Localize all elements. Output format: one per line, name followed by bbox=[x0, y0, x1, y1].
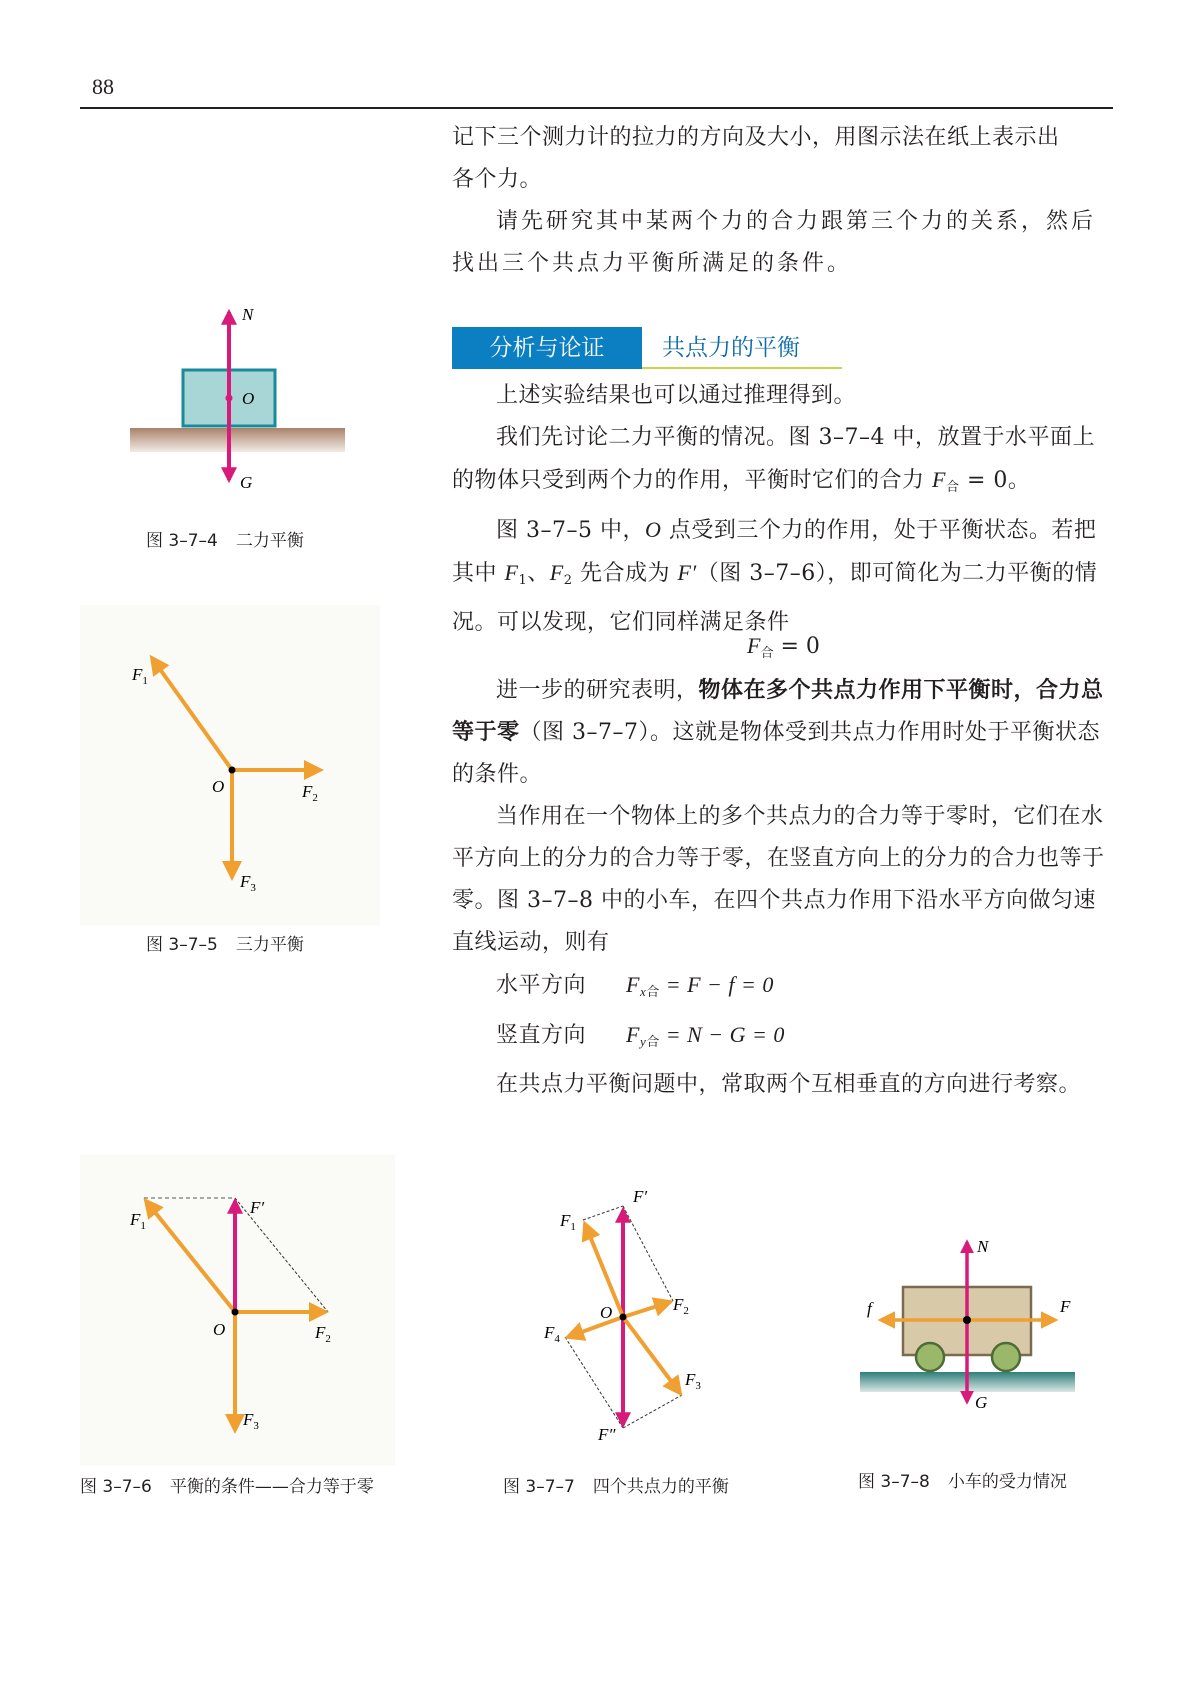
cart-wheel-left bbox=[916, 1343, 944, 1371]
paragraph-2 bbox=[452, 417, 1115, 509]
label-F-prime: F′ bbox=[250, 1198, 265, 1217]
label-F3: $F_3$ bbox=[243, 1410, 259, 1432]
p4-text-b: （图 3–7–7）。这就是物体受到共点力作用时处于平衡状态的条件。 bbox=[452, 720, 1101, 787]
p3-F1: F bbox=[504, 560, 519, 585]
eq-v-sub-y: y bbox=[639, 1034, 647, 1049]
eq-h-sub: 合 bbox=[646, 985, 660, 1000]
label-O: O bbox=[213, 1320, 226, 1339]
eq-v-rest: = N − G = 0 bbox=[659, 1022, 785, 1047]
p3-F1-sub: 1 bbox=[518, 573, 528, 588]
figure-3-7-6-caption bbox=[80, 1472, 374, 1497]
equation-vertical bbox=[452, 1014, 1115, 1064]
dash-Fp-F2 bbox=[623, 1206, 673, 1301]
p4-text-a: 进一步的研究表明， bbox=[496, 678, 699, 703]
label-f: f bbox=[867, 1299, 872, 1318]
figure-3-7-5-caption bbox=[146, 930, 304, 955]
label-N: N bbox=[977, 1237, 989, 1256]
p2-text-b: = 0。 bbox=[959, 468, 1031, 493]
p3-F2: F bbox=[549, 560, 564, 585]
paragraph-4 bbox=[452, 670, 1115, 796]
eq-h-rest: = F − f = 0 bbox=[659, 972, 774, 997]
point-O bbox=[620, 1314, 627, 1321]
force-F2-arrow bbox=[623, 1302, 670, 1317]
label-F3: $F_3$ bbox=[240, 872, 256, 894]
label-F4: $F_4$ bbox=[544, 1323, 560, 1345]
force-F3-arrow bbox=[623, 1317, 680, 1393]
intro-line-2: 各个力。 bbox=[452, 167, 543, 192]
eq-v-label: 竖直方向 bbox=[496, 1023, 587, 1048]
eq-h-F: F bbox=[626, 972, 640, 997]
equation-horizontal bbox=[452, 964, 1115, 1014]
p2-subscript: 合 bbox=[945, 480, 960, 495]
section-tag: 分析与论证 bbox=[452, 327, 642, 369]
figure-3-7-4-diagram bbox=[110, 290, 360, 510]
point-center bbox=[963, 1316, 971, 1324]
paragraph-6: 在共点力平衡问题中，常取两个互相垂直的方向进行考察。 bbox=[496, 1072, 1082, 1097]
label-F2: $F_2$ bbox=[673, 1295, 689, 1317]
figure-3-7-8-diagram bbox=[855, 1230, 1105, 1430]
intro-task: 请先研究其中某两个力的合力跟第三个力的关系，然后找出三个共点力平衡所满足的条件。 bbox=[452, 209, 1097, 276]
eq-v-sub: 合 bbox=[646, 1035, 660, 1050]
label-F-prime: F′ bbox=[633, 1187, 648, 1206]
p4-key-statement: 物体在多个共点力作用下平衡时，合力总等于零 bbox=[452, 678, 1104, 745]
label-F2: $F_2$ bbox=[315, 1323, 331, 1345]
dash-Fpp-F3 bbox=[623, 1395, 682, 1428]
label-F3: $F_3$ bbox=[685, 1370, 701, 1392]
point-O bbox=[229, 767, 236, 774]
caption-title: 二力平衡 bbox=[235, 531, 304, 551]
section-underline bbox=[642, 367, 842, 369]
caption-title: 小车的受力情况 bbox=[947, 1472, 1067, 1492]
label-N: N bbox=[242, 305, 254, 324]
label-F1: $F_1$ bbox=[130, 1210, 146, 1232]
p2-text-a: 我们先讨论二力平衡的情况。图 3–7–4 中，放置于水平面上的物体只受到两个力的作用，平衡时它们的合力 bbox=[452, 425, 1095, 493]
formula-rest: = 0 bbox=[773, 634, 820, 659]
dash-F1-Fp bbox=[583, 1206, 623, 1220]
point-O bbox=[232, 1309, 239, 1316]
caption-number: 图 3–7–4 bbox=[146, 531, 218, 551]
cart-wheel-right bbox=[992, 1343, 1020, 1371]
label-G: G bbox=[975, 1393, 988, 1412]
p3-point-O: O bbox=[644, 517, 662, 542]
label-F: F bbox=[1060, 1297, 1071, 1316]
label-O: O bbox=[242, 389, 255, 408]
ground-surface bbox=[130, 428, 345, 452]
p3-F2-sub: 2 bbox=[563, 573, 573, 588]
body-text bbox=[452, 375, 1115, 644]
point-O bbox=[226, 395, 233, 402]
p2-force-symbol: F bbox=[932, 467, 946, 492]
caption-number: 图 3–7–6 bbox=[80, 1477, 152, 1497]
section-title: 共点力的平衡 bbox=[662, 335, 800, 361]
label-F1: $F_1$ bbox=[560, 1211, 576, 1233]
p3-text-c: 先合成为 bbox=[572, 561, 678, 586]
formula-F: F bbox=[747, 633, 761, 658]
figure-3-7-8-caption bbox=[858, 1467, 1067, 1492]
caption-title: 四个共点力的平衡 bbox=[592, 1477, 729, 1497]
p3-text-a: 图 3–7–5 中， bbox=[496, 518, 645, 543]
p3-text-d: （图 3–7–6），即可简化为二力平衡的情况。可以发现，它们同样满足条件 bbox=[452, 561, 1098, 635]
body-text-2 bbox=[452, 670, 1115, 1106]
header-rule bbox=[80, 107, 1113, 109]
label-O: O bbox=[600, 1303, 613, 1322]
eq-v-F: F bbox=[626, 1022, 640, 1047]
label-F1: $F_1$ bbox=[132, 665, 148, 687]
dash-F4-Fpp bbox=[565, 1337, 623, 1428]
figure-3-7-7-caption bbox=[503, 1472, 729, 1497]
caption-number: 图 3–7–7 bbox=[503, 1477, 575, 1497]
paragraph-3 bbox=[452, 509, 1115, 644]
paragraph-5: 当作用在一个物体上的多个共点力的合力等于零时，它们在水平方向上的分力的合力等于零，在竖直方向上的分力的合力也等于零。图 3–7–8 中的小车，在四个共点力作用下沿水平方向做匀速直线运动，则有 bbox=[452, 804, 1105, 955]
caption-number: 图 3–7–5 bbox=[146, 935, 218, 955]
formula-net-force bbox=[452, 633, 1115, 661]
figure-3-7-7-diagram bbox=[520, 1180, 750, 1450]
caption-title: 平衡的条件——合力等于零 bbox=[169, 1477, 374, 1497]
p3-sep: 、 bbox=[527, 561, 550, 586]
figure-3-7-4-caption bbox=[146, 526, 304, 551]
formula-sub: 合 bbox=[760, 646, 774, 661]
label-F2: $F_2$ bbox=[302, 782, 318, 804]
paragraph-1: 上述实验结果也可以通过推理得到。 bbox=[496, 383, 857, 408]
figure-3-7-5-diagram bbox=[80, 605, 380, 925]
caption-title: 三力平衡 bbox=[235, 935, 304, 955]
intro-line-1: 记下三个测力计的拉力的方向及大小，用图示法在纸上表示出 bbox=[452, 125, 1060, 150]
eq-h-sub-x: x bbox=[639, 984, 647, 999]
force-F4-arrow bbox=[568, 1317, 623, 1337]
p3-text-b: 点受到三个力的作用，处于平衡状态。若把其中 bbox=[452, 518, 1097, 586]
label-O: O bbox=[212, 777, 225, 796]
intro-text bbox=[452, 117, 1115, 285]
label-G: G bbox=[240, 473, 253, 492]
label-F-double-prime: F″ bbox=[598, 1425, 616, 1444]
caption-number: 图 3–7–8 bbox=[858, 1472, 930, 1492]
figure-3-7-6-diagram bbox=[80, 1155, 395, 1465]
page-number: 88 bbox=[92, 74, 114, 99]
eq-h-label: 水平方向 bbox=[496, 973, 587, 998]
p3-F-prime: F′ bbox=[677, 560, 697, 585]
